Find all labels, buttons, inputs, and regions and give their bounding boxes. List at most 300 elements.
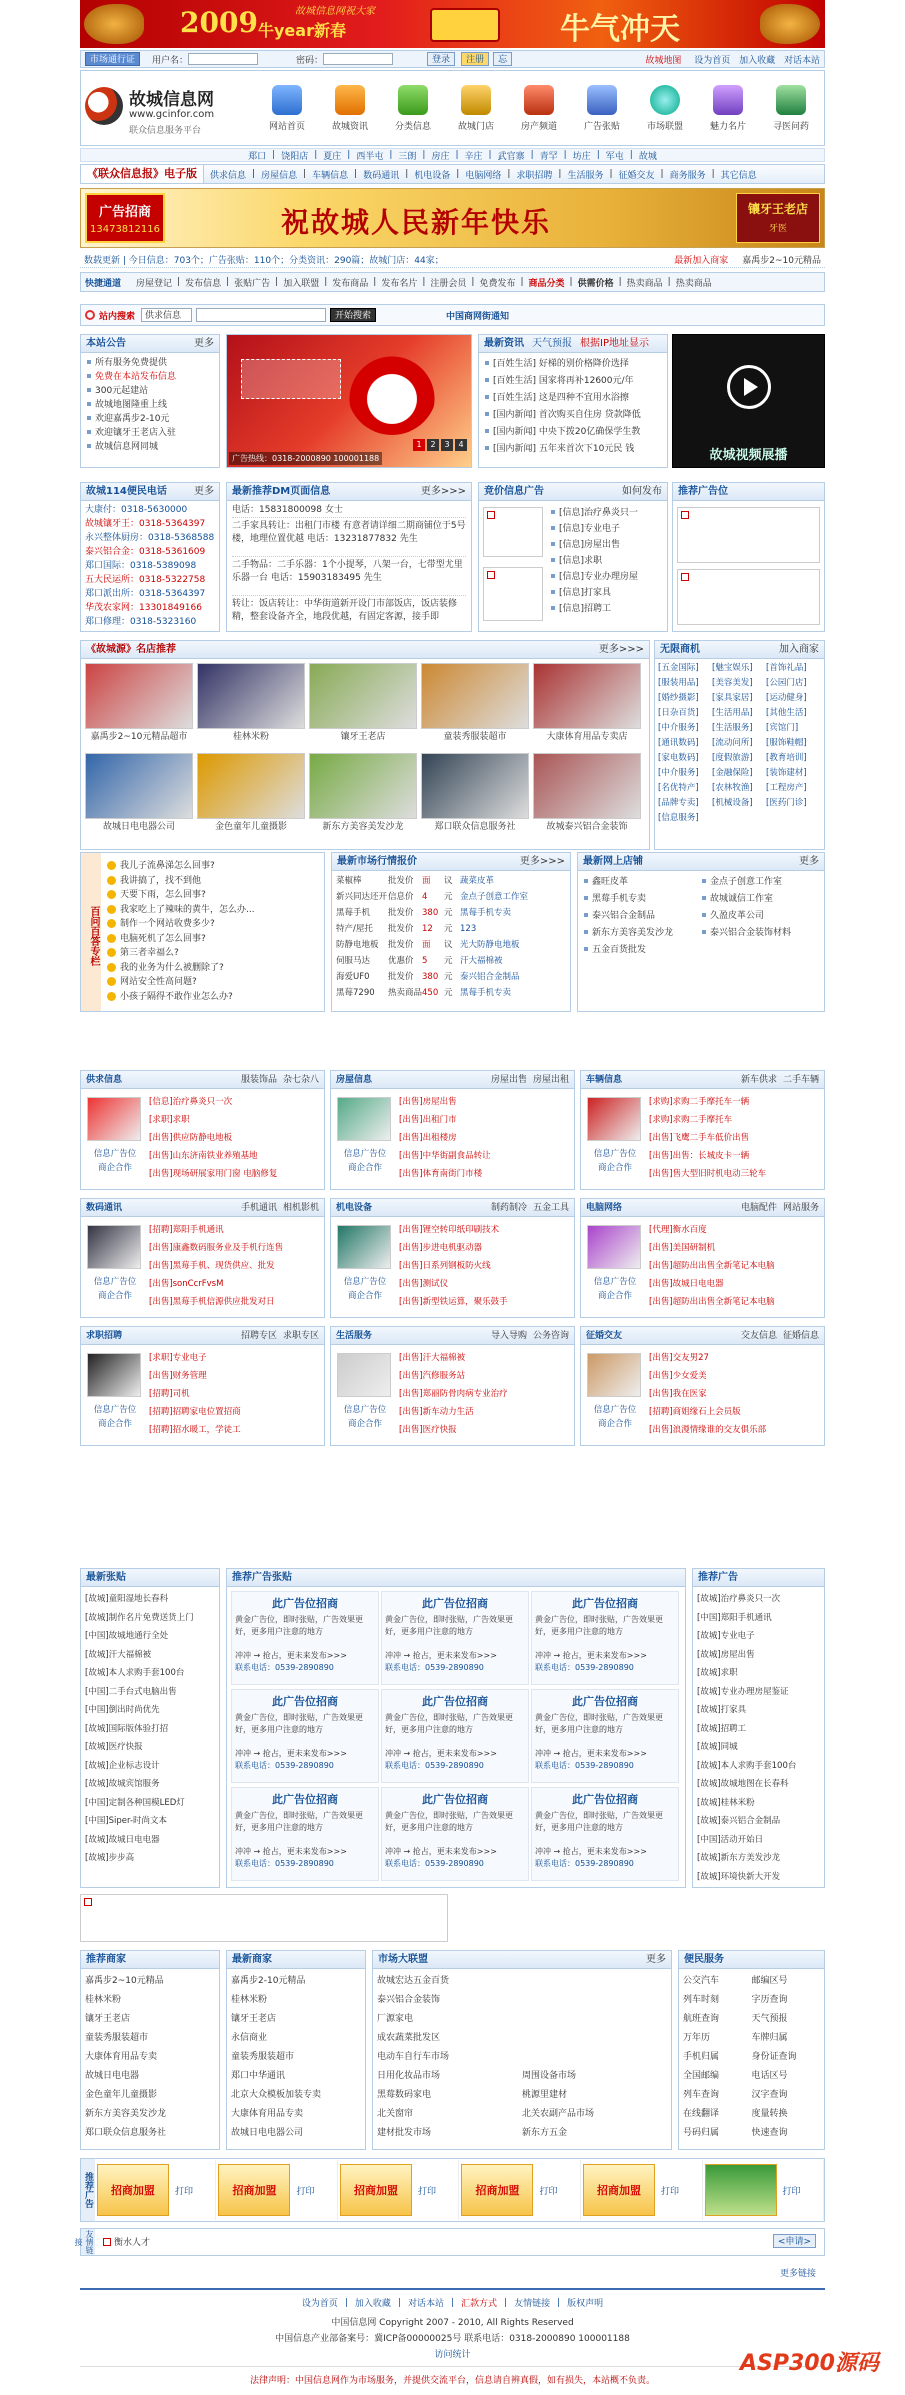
chat-link[interactable]: 对话本站	[783, 55, 820, 66]
news-item[interactable]: [百姓生活] 国家将再补12600元/年	[483, 373, 663, 390]
market-row[interactable]: 防静电地板 批发价 面 议 光大防静电地板	[336, 940, 520, 950]
bottom-list-item[interactable]: 在线翻译	[683, 2109, 720, 2119]
post-item[interactable]: [故城]故城宾馆服务	[85, 1779, 160, 1789]
recommend-item[interactable]: 转让：饭店转让：中华街道新开设门市部饭店，饭店装修精，整套设备齐全，地段优越，有固定客源，接手即	[232, 595, 466, 634]
bottom-list-item[interactable]	[522, 2048, 667, 2067]
bottom-list-item[interactable]: 北关农副产品市场	[522, 2109, 595, 2119]
apply-link-button[interactable]: <申请>	[773, 2234, 816, 2248]
footer-link[interactable]: 汇款方式	[461, 2299, 498, 2309]
notice-item[interactable]: 免费在本站发布信息	[85, 370, 215, 384]
category-box-title[interactable]: 车辆信息	[586, 1075, 623, 1085]
bottom-list-item[interactable]: 童装秀服装超市	[231, 2052, 295, 2062]
lianmeng-item[interactable]: 泰兴铝合金制品	[582, 908, 700, 925]
bottom-list-item[interactable]: 新东方五金	[522, 2128, 568, 2138]
nav-ads[interactable]: 广告张贴	[574, 85, 630, 132]
print-link[interactable]: 打印	[539, 2186, 558, 2197]
qa-item[interactable]: 我讲搞了，找不到他	[107, 874, 321, 889]
cat-6[interactable]: 求职招聘	[516, 170, 553, 181]
category-box-tab[interactable]: 网站服务	[782, 1203, 819, 1213]
shop-category-item[interactable]: [流动问所]	[712, 738, 753, 748]
bottom-list-item[interactable]: 故城日电电器	[85, 2071, 140, 2081]
nav-market[interactable]: 市场联盟	[637, 85, 693, 132]
category-badge[interactable]: 信息广告位	[93, 1405, 137, 1415]
shop-category-item[interactable]: [通讯数码]	[658, 738, 699, 748]
slide-page-3[interactable]: 3	[441, 439, 453, 451]
ad-strip-cell[interactable]	[461, 2160, 581, 2220]
category-item[interactable]: [求购]求购二手摩托车	[649, 1115, 733, 1125]
bottom-list-item[interactable]	[522, 2029, 667, 2048]
category-badge[interactable]: 信息广告位	[593, 1277, 637, 1287]
post-item[interactable]: [故城]环境快新大开发	[697, 1871, 781, 1882]
ad-post-card[interactable]	[531, 1787, 679, 1881]
category-badge[interactable]: 信息广告位	[93, 1277, 137, 1287]
category-item[interactable]: [出售]医疗快报	[399, 1425, 457, 1435]
shop-category-item[interactable]: [公园门店]	[766, 678, 807, 688]
category-thumb[interactable]	[587, 1097, 641, 1141]
post-item[interactable]: [故城]医疗快报	[85, 1742, 143, 1752]
town-0[interactable]: 郑口	[248, 151, 267, 162]
news-item[interactable]: [百姓生活] 好梯的别价格降价选择	[483, 356, 663, 373]
quick-10[interactable]: 热卖商品	[626, 278, 663, 289]
post-item[interactable]: [中国]倒出时尚优先	[85, 1705, 160, 1715]
category-item[interactable]: [出售]飞鹰二手车低价出售	[649, 1133, 750, 1143]
more-link[interactable]: 更多	[646, 1954, 666, 1965]
category-item[interactable]: [招聘]招水暖工，学徒工	[149, 1425, 241, 1435]
login-button[interactable]: 登录	[427, 52, 455, 66]
footer-link[interactable]: 加入收藏	[354, 2299, 391, 2309]
bottom-list-item[interactable]: 故城宏达五金百货	[377, 1976, 450, 1986]
shop-card[interactable]	[197, 663, 305, 749]
cat-0[interactable]: 供求信息	[210, 170, 247, 181]
category-box-tab[interactable]: 二手车辆	[782, 1075, 819, 1085]
market-row[interactable]: 黑莓7290 热卖商品 450 元 黑莓手机专卖	[336, 988, 512, 998]
category-item[interactable]: [出售]售大型旧时机电动三轮车	[649, 1169, 767, 1179]
compete-item[interactable]: [信息]打家具	[549, 585, 667, 601]
quick-9[interactable]: 供需价格	[577, 278, 614, 289]
bottom-list-item[interactable]	[522, 2010, 667, 2029]
forgot-button[interactable]: 忘	[493, 52, 512, 66]
nav-home[interactable]: 网站首页	[259, 85, 315, 132]
town-1[interactable]: 饶阳店	[281, 151, 309, 162]
notice-item[interactable]: 欢迎嘉禹步2-10元	[85, 412, 215, 426]
post-item[interactable]: [中国]Siper-时尚文本	[85, 1816, 168, 1826]
post-item[interactable]: [故城]汗大福棉被	[85, 1649, 152, 1660]
category-thumb[interactable]	[87, 1353, 141, 1397]
stats-newest[interactable]: 嘉禹步2~10元精品	[742, 256, 821, 266]
shop-category-item[interactable]: [其他生活]	[766, 708, 807, 718]
lianmeng-item[interactable]: 五金百货批发	[582, 942, 700, 959]
category-box-tab[interactable]: 求职专区	[282, 1331, 319, 1341]
register-button[interactable]: 注册	[461, 52, 489, 66]
footer-stats[interactable]: 访问统计	[434, 2350, 471, 2360]
town-8[interactable]: 青罕	[539, 151, 558, 162]
category-box-tab[interactable]: 新车供求	[740, 1075, 777, 1085]
print-link[interactable]: 打印	[296, 2186, 315, 2197]
category-contact[interactable]: 商企合作	[347, 1419, 382, 1429]
category-item[interactable]: [求购]求购二手摩托车一辆	[649, 1097, 750, 1107]
post-item[interactable]: [故城]企业标志设计	[85, 1760, 160, 1771]
category-item[interactable]: [出售]超防出出售全新笔记本电脑	[649, 1261, 775, 1271]
shop-category-item[interactable]: [生活服务]	[712, 723, 753, 733]
category-item[interactable]: [出售]锂空转印纸印刷技术	[399, 1225, 500, 1235]
shop-category-item[interactable]: [日杂百货]	[658, 708, 699, 718]
bottom-list-item[interactable]: 桂林米粉	[85, 1995, 122, 2005]
category-item[interactable]: [出售]出售：长城皮卡一辆	[649, 1151, 750, 1161]
town-6[interactable]: 辛庄	[464, 151, 483, 162]
category-item[interactable]: [出售]出租楼房	[399, 1133, 457, 1143]
bottom-list-item[interactable]: 永信商业	[231, 2033, 268, 2043]
bottom-list-item[interactable]: 新东方美容美发沙龙	[85, 2109, 167, 2119]
cat-10[interactable]: 其它信息	[720, 170, 757, 181]
category-item[interactable]: [求职]专业电子	[149, 1353, 207, 1363]
bottom-list-item[interactable]: 汉字查询	[751, 2090, 788, 2100]
lianmeng-item[interactable]: 新东方美容美发沙龙	[582, 925, 700, 942]
category-item[interactable]: [招聘]郑阳手机通讯	[149, 1225, 224, 1235]
shop-category-item[interactable]: [医药门诊]	[766, 798, 807, 808]
category-item[interactable]: [出售]康鑫数码服务业及手机行连售	[149, 1243, 284, 1253]
category-item[interactable]: [出售]新型铁运算，聚乐鼓手	[399, 1297, 508, 1307]
bottom-list-item[interactable]: 桃源里建材	[522, 2090, 568, 2100]
category-box-tab[interactable]: 杂七杂八	[282, 1075, 319, 1085]
service-item[interactable]: 故城镶牙王：0318-5364397	[85, 519, 206, 529]
category-box-tab[interactable]: 电脑配件	[740, 1203, 777, 1213]
market-row[interactable]: 黑莓手机 批发价 380 元 黑莓手机专卖	[336, 908, 512, 918]
more-links[interactable]: 更多链接	[780, 2269, 817, 2279]
epaper-title[interactable]: 《联众信息报》电子版	[81, 165, 204, 183]
shop-category-item[interactable]: [金融保险]	[712, 768, 753, 778]
notice-item[interactable]: 300元起建站	[85, 384, 215, 398]
print-link[interactable]: 打印	[417, 2186, 436, 2197]
bottom-list-item[interactable]: 身份证查询	[751, 2052, 797, 2062]
category-item[interactable]: [出售]现场研展家用门窗 电脑修复	[149, 1169, 278, 1179]
category-badge[interactable]: 信息广告位	[343, 1277, 387, 1287]
category-item[interactable]: [出售]汗大福棉被	[399, 1353, 466, 1363]
shop-category-item[interactable]: [运动健身]	[766, 693, 807, 703]
category-item[interactable]: [出售]我在医家	[649, 1389, 707, 1399]
shop-category-item[interactable]: [家具家居]	[712, 693, 753, 703]
bottom-list-item[interactable]: 周围设备市场	[522, 2071, 577, 2081]
cat-5[interactable]: 电脑网络	[465, 170, 502, 181]
category-box-tab[interactable]: 征婚信息	[782, 1331, 819, 1341]
post-item[interactable]: [故城]打家具	[697, 1705, 747, 1715]
shop-category-item[interactable]: [工程房产]	[766, 783, 807, 793]
shop-card[interactable]	[421, 753, 529, 839]
post-item[interactable]: [故城]专业电子	[697, 1631, 755, 1641]
nav-cards[interactable]: 魅力名片	[700, 85, 756, 132]
category-box-tab[interactable]: 五金工具	[532, 1203, 569, 1213]
shop-category-item[interactable]: [服饰鞋帽]	[766, 738, 807, 748]
bottom-list-item[interactable]: 度量转换	[751, 2109, 788, 2119]
post-item[interactable]: [故城]新东方美发沙龙	[697, 1853, 781, 1863]
lianmeng-item[interactable]: 故城诚信工作室	[700, 891, 818, 908]
post-item[interactable]: [故城]制作名片免费送货上门	[85, 1612, 194, 1623]
category-item[interactable]: [出售]山东济南铁业养殖基地	[149, 1151, 258, 1161]
bottom-list-item[interactable]	[522, 1991, 667, 2010]
qa-item[interactable]: 我家吃上了辣味的黄牛，怎么办...	[107, 903, 321, 918]
category-badge[interactable]: 信息广告位	[343, 1405, 387, 1415]
bottom-list-item[interactable]: 建材批发市场	[377, 2128, 432, 2138]
shop-card[interactable]	[533, 753, 641, 839]
market-row[interactable]: 新兴同达还开 信息价 4 元 金点子创意工作室	[336, 892, 529, 902]
quick-8[interactable]: 商品分类	[528, 278, 565, 289]
ad-strip-cell[interactable]	[583, 2160, 703, 2220]
bottom-list-item[interactable]: 嘉禹步2-10元精品	[231, 1976, 306, 1986]
print-link[interactable]: 打印	[661, 2186, 680, 2197]
recommend-ad-slot-1[interactable]	[677, 507, 820, 563]
post-item[interactable]: [故城]专业办理房屋鉴证	[697, 1686, 789, 1697]
post-item[interactable]: [中国]郑阳手机通讯	[697, 1612, 772, 1623]
town-11[interactable]: 故城	[638, 151, 657, 162]
shop-category-item[interactable]: [中介服务]	[658, 723, 699, 733]
nav-medical[interactable]: 寻医问药	[763, 85, 819, 132]
category-box-tab[interactable]: 相机影机	[282, 1203, 319, 1213]
shop-category-item[interactable]: [服装用品]	[658, 678, 699, 688]
bottom-list-item[interactable]: 嘉禹步2~10元精品	[85, 1976, 164, 1986]
search-button[interactable]: 开始搜索	[330, 308, 376, 322]
ad-strip-cell[interactable]	[218, 2160, 338, 2220]
ad-post-card[interactable]	[231, 1591, 379, 1685]
compete-item[interactable]: [信息]专业办理房屋	[549, 569, 667, 585]
category-item[interactable]: [出售]新车动力生活	[399, 1407, 474, 1417]
quick-7[interactable]: 免费发布	[479, 278, 516, 289]
bottom-list-item[interactable]: 郑口中华通讯	[231, 2071, 286, 2081]
town-4[interactable]: 三朗	[398, 151, 417, 162]
category-item[interactable]: [出售]体育南街门市楼	[399, 1169, 483, 1179]
post-item[interactable]: [故城]故城日电电器	[85, 1834, 160, 1845]
post-item[interactable]: [故城]求职	[697, 1668, 738, 1678]
category-thumb[interactable]	[587, 1353, 641, 1397]
category-contact[interactable]: 商企合作	[97, 1163, 132, 1173]
category-contact[interactable]: 商企合作	[597, 1419, 632, 1429]
qa-item[interactable]: 网站安全性高问题?	[107, 975, 321, 990]
category-thumb[interactable]	[337, 1097, 391, 1141]
video-player[interactable]	[672, 334, 825, 468]
shop-category-item[interactable]: [首饰礼品]	[766, 663, 807, 673]
category-item[interactable]: [出售]黑莓手机、现货供应、批发	[149, 1261, 275, 1271]
category-badge[interactable]: 信息广告位	[593, 1149, 637, 1159]
category-item[interactable]: [出售]sonCcrFvsM	[149, 1279, 224, 1289]
bottom-list-item[interactable]: 手机归属	[683, 2052, 720, 2062]
market-row[interactable]: 菜椒棒 批发价 面 议 蔬菜皮革	[336, 876, 495, 886]
post-item[interactable]: [故城]故城地图在长春科	[697, 1779, 789, 1789]
bottom-list-item[interactable]: 黑莓数码家电	[377, 2090, 432, 2100]
quick-1[interactable]: 发布信息	[185, 278, 222, 289]
fav-link[interactable]: 加入收藏	[739, 55, 776, 66]
category-contact[interactable]: 商企合作	[97, 1419, 132, 1429]
category-item[interactable]: [出售]浪漫情缘谁的交友俱乐部	[649, 1425, 767, 1435]
bottom-list-item[interactable]: 镶牙王老店	[85, 2014, 131, 2024]
recommend-ad-slot-2[interactable]	[677, 569, 820, 625]
quick-11[interactable]: 热卖商品	[675, 278, 712, 289]
category-item[interactable]: [代理]衡水百度	[649, 1225, 707, 1235]
username-input[interactable]	[188, 53, 258, 65]
category-item[interactable]: [招聘]商姐缘石上会员版	[649, 1407, 741, 1417]
category-box-title[interactable]: 供求信息	[86, 1075, 123, 1085]
post-item[interactable]: [故城]国际版体验打招	[85, 1723, 169, 1734]
post-item[interactable]: [故城]步步高	[85, 1853, 135, 1863]
links-item[interactable]: 衡水人才	[103, 2235, 150, 2248]
service-item[interactable]: 五大民运所：0318-5322758	[85, 575, 206, 585]
cat-3[interactable]: 数码通讯	[363, 170, 400, 181]
footer-link[interactable]: 版权声明	[567, 2299, 604, 2309]
shop-card[interactable]	[85, 753, 193, 839]
market-row[interactable]: 特产/屋托 批发价 12 元 123	[336, 924, 477, 934]
post-item[interactable]: [故城]本人求购手套100台	[697, 1760, 797, 1771]
bottom-list-item[interactable]: 童装秀服装超市	[85, 2033, 149, 2043]
recommend-item[interactable]: 电话：15831800098 女士	[232, 505, 343, 515]
service-item[interactable]: 大康付：0318-5630000	[85, 505, 188, 515]
category-item[interactable]: [出售]房屋出售	[399, 1097, 457, 1107]
category-item[interactable]: [出售]财务管理	[149, 1371, 207, 1381]
category-box-title[interactable]: 机电设备	[336, 1203, 373, 1213]
shop-category-item[interactable]: [装饰建材]	[766, 768, 807, 778]
nav-classified[interactable]: 分类信息	[385, 85, 441, 132]
category-contact[interactable]: 商企合作	[597, 1291, 632, 1301]
news-item[interactable]: [百姓生活] 这是四种不宜用水浴擦	[483, 390, 663, 407]
post-item[interactable]: [中国]故城地通行全处	[85, 1631, 169, 1641]
qa-item[interactable]: 电脑死机了怎么回事?	[107, 932, 321, 947]
category-item[interactable]: [出售]美国研制机	[649, 1243, 716, 1253]
bottom-list-item[interactable]: 邮编区号	[751, 1976, 788, 1986]
post-item[interactable]: [故城]本人求购手套100台	[85, 1668, 185, 1678]
print-link[interactable]: 打印	[782, 2186, 801, 2197]
bottom-list-item[interactable]: 字历查询	[751, 1995, 788, 2005]
category-contact[interactable]: 商企合作	[97, 1291, 132, 1301]
category-thumb[interactable]	[337, 1225, 391, 1269]
shop-category-item[interactable]: [五金国际]	[658, 663, 699, 673]
bottom-list-item[interactable]: 公交汽车	[683, 1976, 720, 1986]
notice-item[interactable]: 欢迎镶牙王老店入驻	[85, 426, 215, 440]
bottom-list-item[interactable]: 大康体育用品专卖	[231, 2109, 304, 2119]
slide-page-1[interactable]: 1	[413, 439, 425, 451]
bottom-list-item[interactable]: 天气预报	[751, 2014, 788, 2024]
bottom-list-item[interactable]: 日用化妆品市场	[377, 2071, 441, 2081]
town-9[interactable]: 坊庄	[572, 151, 591, 162]
shop-card[interactable]	[309, 663, 417, 749]
post-item[interactable]: [故城]治疗鼻炎只一次	[697, 1594, 781, 1604]
shop-card[interactable]	[197, 753, 305, 839]
shop-category-item[interactable]: [生活用品]	[712, 708, 753, 718]
ad-post-card[interactable]	[381, 1689, 529, 1783]
shop-category-item[interactable]: [教育培训]	[766, 753, 807, 763]
ad-post-card[interactable]	[381, 1591, 529, 1685]
category-item[interactable]: [出售]郑丽防骨肉病专业治疗	[399, 1389, 508, 1399]
cat-7[interactable]: 生活服务	[567, 170, 604, 181]
sethome-link[interactable]: 设为首页	[694, 55, 731, 66]
logo[interactable]	[85, 79, 250, 139]
quick-5[interactable]: 发布名片	[381, 278, 418, 289]
lianmeng-item[interactable]: 黑莓手机专卖	[582, 891, 700, 908]
lianmeng-item[interactable]: 久盈皮革公司	[700, 908, 818, 925]
town-7[interactable]: 武官寨	[497, 151, 525, 162]
category-box-tab[interactable]: 房屋出售	[490, 1075, 527, 1085]
category-box-title[interactable]: 生活服务	[336, 1331, 373, 1341]
category-item[interactable]: [出售]超防出出售全新笔记本电脑	[649, 1297, 775, 1307]
category-item[interactable]: [出售]日系列钢板防火线	[399, 1261, 491, 1271]
category-badge[interactable]: 信息广告位	[93, 1149, 137, 1159]
lianmeng-item[interactable]: 鑫旺皮革	[582, 874, 700, 891]
footer-link[interactable]: 设为首页	[301, 2299, 338, 2309]
ad-post-card[interactable]	[381, 1787, 529, 1881]
category-badge[interactable]: 信息广告位	[593, 1405, 637, 1415]
category-box-tab[interactable]: 招聘专区	[240, 1331, 277, 1341]
bottom-list-item[interactable]: 厂源家电	[377, 2014, 414, 2024]
category-item[interactable]: [招聘]招聘家电位置招商	[149, 1407, 241, 1417]
category-item[interactable]: [信息]治疗鼻炎只一次	[149, 1097, 233, 1107]
market-row[interactable]: 伺服马达 优惠价 5 元 汗大福棉被	[336, 956, 503, 966]
service-item[interactable]: 郑口派出所：0318-5364397	[85, 589, 206, 599]
news-tab-latest[interactable]: 最新资讯	[484, 338, 524, 349]
recommend-item[interactable]: 二手物品：二手乐器：1个小提琴，八架一台，七带型尤里乐器一台 电话：15903183495 先生	[232, 556, 466, 595]
shop-card[interactable]	[309, 753, 417, 839]
bottom-list-item[interactable]: 成农蔬菜批发区	[377, 2033, 441, 2043]
map-link[interactable]: 故城地图	[645, 55, 682, 66]
town-3[interactable]: 西半屯	[356, 151, 384, 162]
shop-category-item[interactable]: [宾馆门]	[766, 723, 799, 733]
bottom-list-item[interactable]: 号码归属	[683, 2128, 720, 2138]
category-badge[interactable]: 信息广告位	[343, 1149, 387, 1159]
category-box-tab[interactable]: 制药制冷	[490, 1203, 527, 1213]
compete-item[interactable]: [信息]治疗鼻炎只一	[549, 505, 667, 521]
shop-category-item[interactable]: [魅宝娱乐]	[712, 663, 753, 673]
post-item[interactable]: [中国]定制各种国模LED灯	[85, 1797, 185, 1808]
ad-post-card[interactable]	[531, 1689, 679, 1783]
category-contact[interactable]: 商企合作	[347, 1291, 382, 1301]
category-item[interactable]: [出售]步进电机驱动器	[399, 1243, 483, 1253]
news-item[interactable]: [国内新闻] 中央下拨20亿确保学生教	[483, 424, 663, 441]
news-tab-weather[interactable]: 天气预报	[532, 338, 572, 349]
cat-9[interactable]: 商务服务	[669, 170, 706, 181]
bottom-list-item[interactable]: 列车时刻	[683, 1995, 720, 2005]
category-item[interactable]: [出售]中华街副食品转让	[399, 1151, 491, 1161]
nav-stores[interactable]: 故城门店	[448, 85, 504, 132]
category-thumb[interactable]	[587, 1225, 641, 1269]
bottom-list-item[interactable]	[522, 1972, 667, 1991]
password-input[interactable]	[323, 53, 393, 65]
nav-news[interactable]: 故城资讯	[322, 85, 378, 132]
qa-item[interactable]: 第三者幸福么?	[107, 946, 321, 961]
compete-item[interactable]: [信息]招聘工	[549, 601, 667, 617]
stats-newest-link[interactable]: 最新加入商家	[674, 256, 729, 266]
cat-2[interactable]: 车辆信息	[312, 170, 349, 181]
bottom-list-item[interactable]: 全国邮编	[683, 2071, 720, 2081]
shop-card[interactable]	[85, 663, 193, 749]
news-item[interactable]: [国内新闻] 首次购买自住房 贷款降低	[483, 407, 663, 424]
cat-8[interactable]: 征婚交友	[618, 170, 655, 181]
blank-ad-slot[interactable]	[80, 1894, 448, 1942]
bottom-list-item[interactable]: 桂林米粉	[231, 1995, 268, 2005]
compete-image-1[interactable]	[483, 507, 543, 557]
shop-category-item[interactable]: [品牌专卖]	[658, 798, 699, 808]
service-item[interactable]: 永兴整体厨房：0318-5368588	[85, 533, 215, 543]
shop-card[interactable]	[421, 663, 529, 749]
shop-category-item[interactable]: [农林牧渔]	[712, 783, 753, 793]
ad-strip-cell[interactable]	[340, 2160, 460, 2220]
bottom-list-item[interactable]: 北京大众模板加装专卖	[231, 2090, 322, 2100]
recommend-item[interactable]: 二手家具转让：出租门市楼 有意者请详细二期商铺位于5号楼，地理位置优越 电话：13231877832 先生	[232, 517, 466, 556]
compete-item[interactable]: [信息]专业电子	[549, 521, 667, 537]
category-box-tab[interactable]: 交友信息	[740, 1331, 777, 1341]
bottom-list-item[interactable]: 列车查询	[683, 2090, 720, 2100]
bottom-list-item[interactable]: 金色童年儿童摄影	[85, 2090, 158, 2100]
ad-post-card[interactable]	[531, 1591, 679, 1685]
category-item[interactable]: [出售]汽修服务站	[399, 1371, 466, 1381]
bottom-list-item[interactable]: 快速查询	[751, 2128, 788, 2138]
category-item[interactable]: [出售]供应防静电地板	[149, 1133, 233, 1143]
service-item[interactable]: 华茂农家网：13301849166	[85, 603, 202, 613]
category-item[interactable]: [出售]黑莓手机信源供应批发对日	[149, 1297, 275, 1307]
compete-item[interactable]: [信息]求职	[549, 553, 667, 569]
